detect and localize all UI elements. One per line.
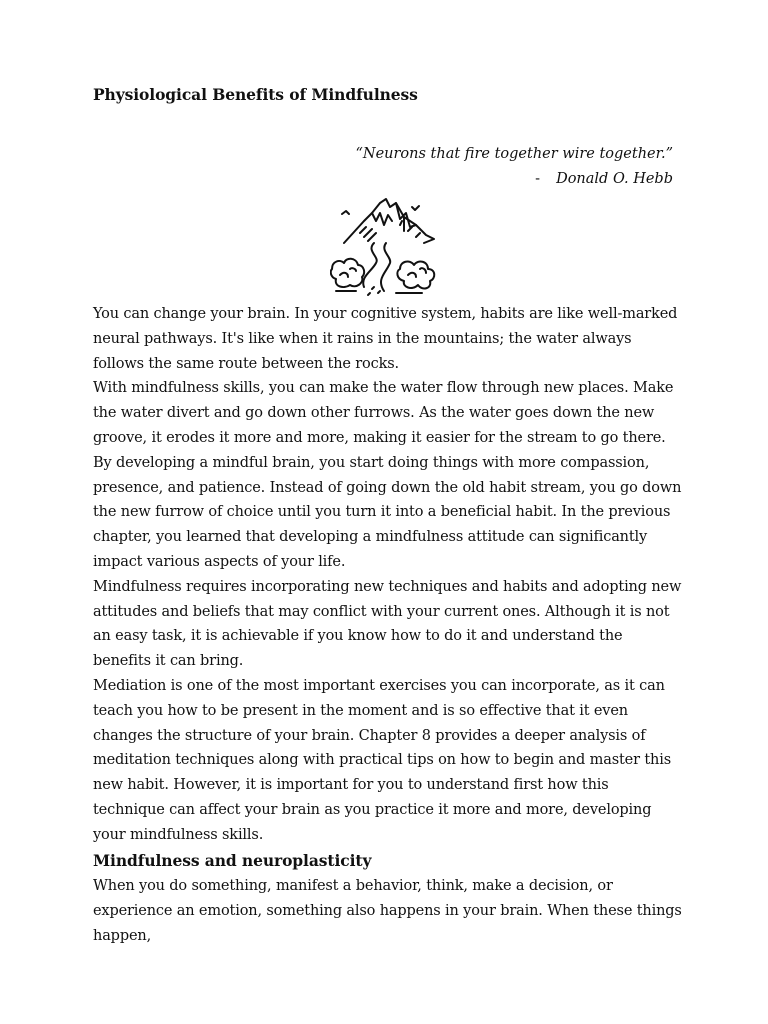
paragraph: You can change your brain. In your cognitive system, habits are like well-marked neural pathways. It's like when it rains in the mountains; the water always follows the same route between the rocks. (93, 306, 678, 372)
bush-left (331, 259, 364, 287)
epigraph-attribution (535, 169, 673, 189)
section-body-text (93, 874, 683, 948)
paragraph: By developing a mindful brain, you start doing things with more compassion, presence, and patience. Instead of going down the old habit stream, you go down the new furrow of choice until you turn it into a beneficial habit. In the previous chapter, you learned that developing a mindfulness attitude can significantly impact various aspects of your life. (93, 454, 682, 570)
river-left-bank (363, 243, 377, 287)
page-title: Physiological Benefits of Mindfulness (93, 85, 418, 104)
paragraph: With mindfulness skills, you can make the water flow through new places. Make the water divert and go down other furrows. As the water goes down the new groove, it erodes it more and more, making it easier for the stream to go there. (93, 380, 674, 446)
paragraph: When you do something, manifest a behavior, think, make a decision, or experience an emotion, something also happens in your brain. When these things happen, (93, 878, 682, 944)
epigraph-quote: “Neurons that fire together wire together.” (355, 146, 673, 162)
bird-left-icon (342, 211, 349, 214)
bird-right-icon (412, 206, 419, 210)
river-right-bank (381, 243, 390, 291)
body-text (93, 302, 683, 848)
quote-author: Donald O. Hebb (556, 171, 673, 187)
paragraph: Mindfulness requires incorporating new techniques and habits and adopting new attitudes and beliefs that may conflict with your current ones. Although it is not an easy task, it is achievable if you know how to do it and understand the benefits it can bring. (93, 578, 682, 670)
mountain-river-icon (330, 195, 438, 299)
section-heading: Mindfulness and neuroplasticity (93, 851, 372, 870)
attribution-dash: - (535, 171, 541, 187)
paragraph: Mediation is one of the most important exercises you can incorporate, as it can teach you how to be present in the moment and is so effective that it even changes the structure of your brain. Chapter 8 provides a deeper analysis of meditation techniques along with practical tips on how to begin and master this new habit. However, it is important for you to understand first how this technique can affect your brain as you practice it more and more, developing your mindfulness skills. (93, 677, 671, 843)
mountain-outline (344, 199, 434, 243)
